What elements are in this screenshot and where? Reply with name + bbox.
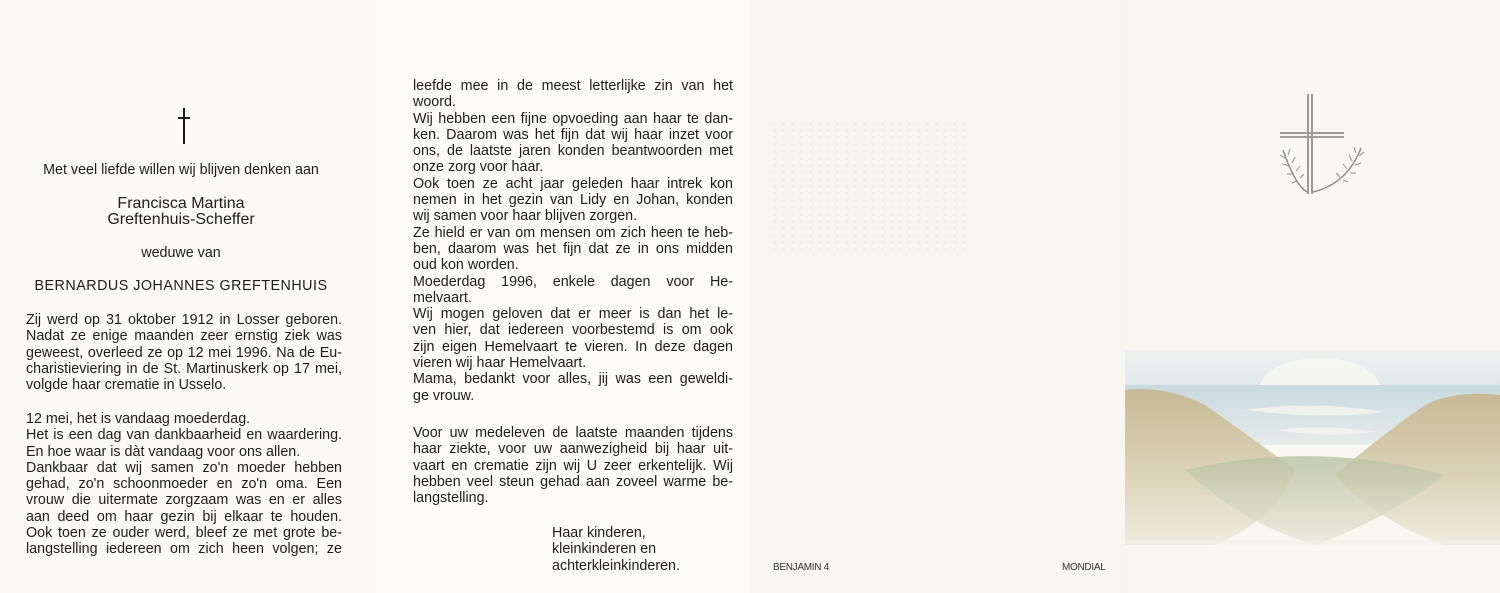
text-line: vaart en crematie zijn wij U zeer erkentelijk. Wij <box>413 457 733 474</box>
text-line: langstelling. <box>413 490 489 507</box>
text-line: ons, de laatste jaren konden beantwoorden met <box>413 143 733 160</box>
text-line: Ze hield er van om mensen om zich heen te heb- <box>413 224 733 241</box>
text-line: hebben veel steun gehad aan zoveel warme be- <box>413 473 733 490</box>
text-line: ven hier, dat iedereen voorbestemd is om ook <box>413 322 733 339</box>
text-line: Dankbaar dat wij samen zo'n moeder hebben <box>26 459 342 476</box>
cross-icon <box>183 108 185 144</box>
sunset-landscape-image <box>1125 350 1500 545</box>
widow-of-label: weduwe van <box>141 245 221 261</box>
text-line: Nadat ze enige maanden zeer ernstig ziek was <box>26 328 342 345</box>
text-line: aan deed om haar gezin bij elkaar te houden. <box>26 508 342 525</box>
panel-back <box>750 0 1125 593</box>
text-line: zijn eigen Hemelvaart te vieren. In deze dagen <box>413 338 733 355</box>
panel-cover <box>1125 0 1500 593</box>
text-line: Ook toen ze ouder werd, bleef ze met grote be- <box>26 525 342 542</box>
cover-artwork <box>1125 0 1500 593</box>
text-line: achterkleinkinderen. <box>552 557 680 574</box>
text-line: oud kon worden. <box>413 257 519 274</box>
text-line: Moederdag 1996, enkele dagen voor He- <box>413 273 733 290</box>
text-line: langstelling iedereen om zich heen volgen; ze <box>26 541 342 558</box>
card-series-name: MONDIAL <box>1062 562 1106 573</box>
text-line: Het is een dag van dankbaarheid en waardering. <box>26 427 342 444</box>
thanks-paragraph <box>413 425 733 506</box>
text-line: En hoe waar is dàt vandaag voor ons allen. <box>26 443 301 460</box>
text-line: melvaart. <box>413 289 472 306</box>
text-line: ge vrouw. <box>413 387 475 404</box>
text-line: Mama, bedankt voor alles, jij was een geweldi- <box>413 371 733 388</box>
text-line: geweest, overleed ze op 12 mei 1996. Na de Eu- <box>26 344 342 361</box>
signature <box>552 525 680 574</box>
cross-with-palm-branches-icon <box>1280 94 1364 194</box>
text-line: Haar kinderen, <box>552 525 646 541</box>
text-line: Wij mogen geloven dat er meer is dan het le- <box>413 306 733 323</box>
text-line: leefde mee in de meest letterlijke zin van het <box>413 78 733 94</box>
husband-name: BERNARDUS JOHANNES GREFTENHUIS <box>34 278 328 294</box>
panel-middle <box>375 0 750 593</box>
text-line: ken. Daarom was het fijn dat wij haar inzet voor <box>413 126 733 143</box>
text-line: nemen in het gezin van Lidy en Johan, konden <box>413 192 733 209</box>
panel-left <box>0 0 375 593</box>
deceased-name-first: Francisca Martina <box>117 195 245 212</box>
text-line: kleinkinderen en <box>552 541 657 558</box>
text-line: vrouw die uitermate zorgzaam was en er alles <box>26 492 342 509</box>
deceased-name-last: Greftenhuis-Scheffer <box>107 211 255 228</box>
mothers-day-paragraph <box>26 411 342 558</box>
paper-texture <box>770 120 970 250</box>
text-line: wij samen voor haar blijven zorgen. <box>413 208 638 225</box>
text-line: ben, daarom was het fijn dat ze in ons midden <box>413 240 733 257</box>
text-line: haar ziekte, voor uw aanwezigheid bij haar uit- <box>413 441 733 458</box>
card-model-code: BENJAMIN 4 <box>773 562 829 573</box>
text-line: charistieviering in de St. Martinuskerk op 17 mei, <box>26 360 342 377</box>
intro-text: Met veel liefde willen wij blijven denken aan <box>43 162 319 178</box>
biography-paragraph <box>26 312 342 393</box>
text-line: Voor uw medeleven de laatste maanden tijdens <box>413 425 733 441</box>
text-line: woord. <box>413 94 456 111</box>
tribute-paragraph <box>413 78 733 404</box>
text-line: vieren wij haar Hemelvaart. <box>413 355 587 372</box>
text-line: onze zorg voor haar. <box>413 159 544 176</box>
text-line: Ook toen ze acht jaar geleden haar intrek kon <box>413 175 733 192</box>
text-line: Wij hebben een fijne opvoeding aan haar te dan- <box>413 110 733 127</box>
text-line: Zij werd op 31 oktober 1912 in Losser geboren. <box>26 312 342 328</box>
text-line: 12 mei, het is vandaag moederdag. <box>26 411 251 427</box>
text-line: gehad, zo'n schoonmoeder en zo'n oma. Een <box>26 476 342 493</box>
text-line: volgde haar crematie in Usselo. <box>26 377 227 394</box>
